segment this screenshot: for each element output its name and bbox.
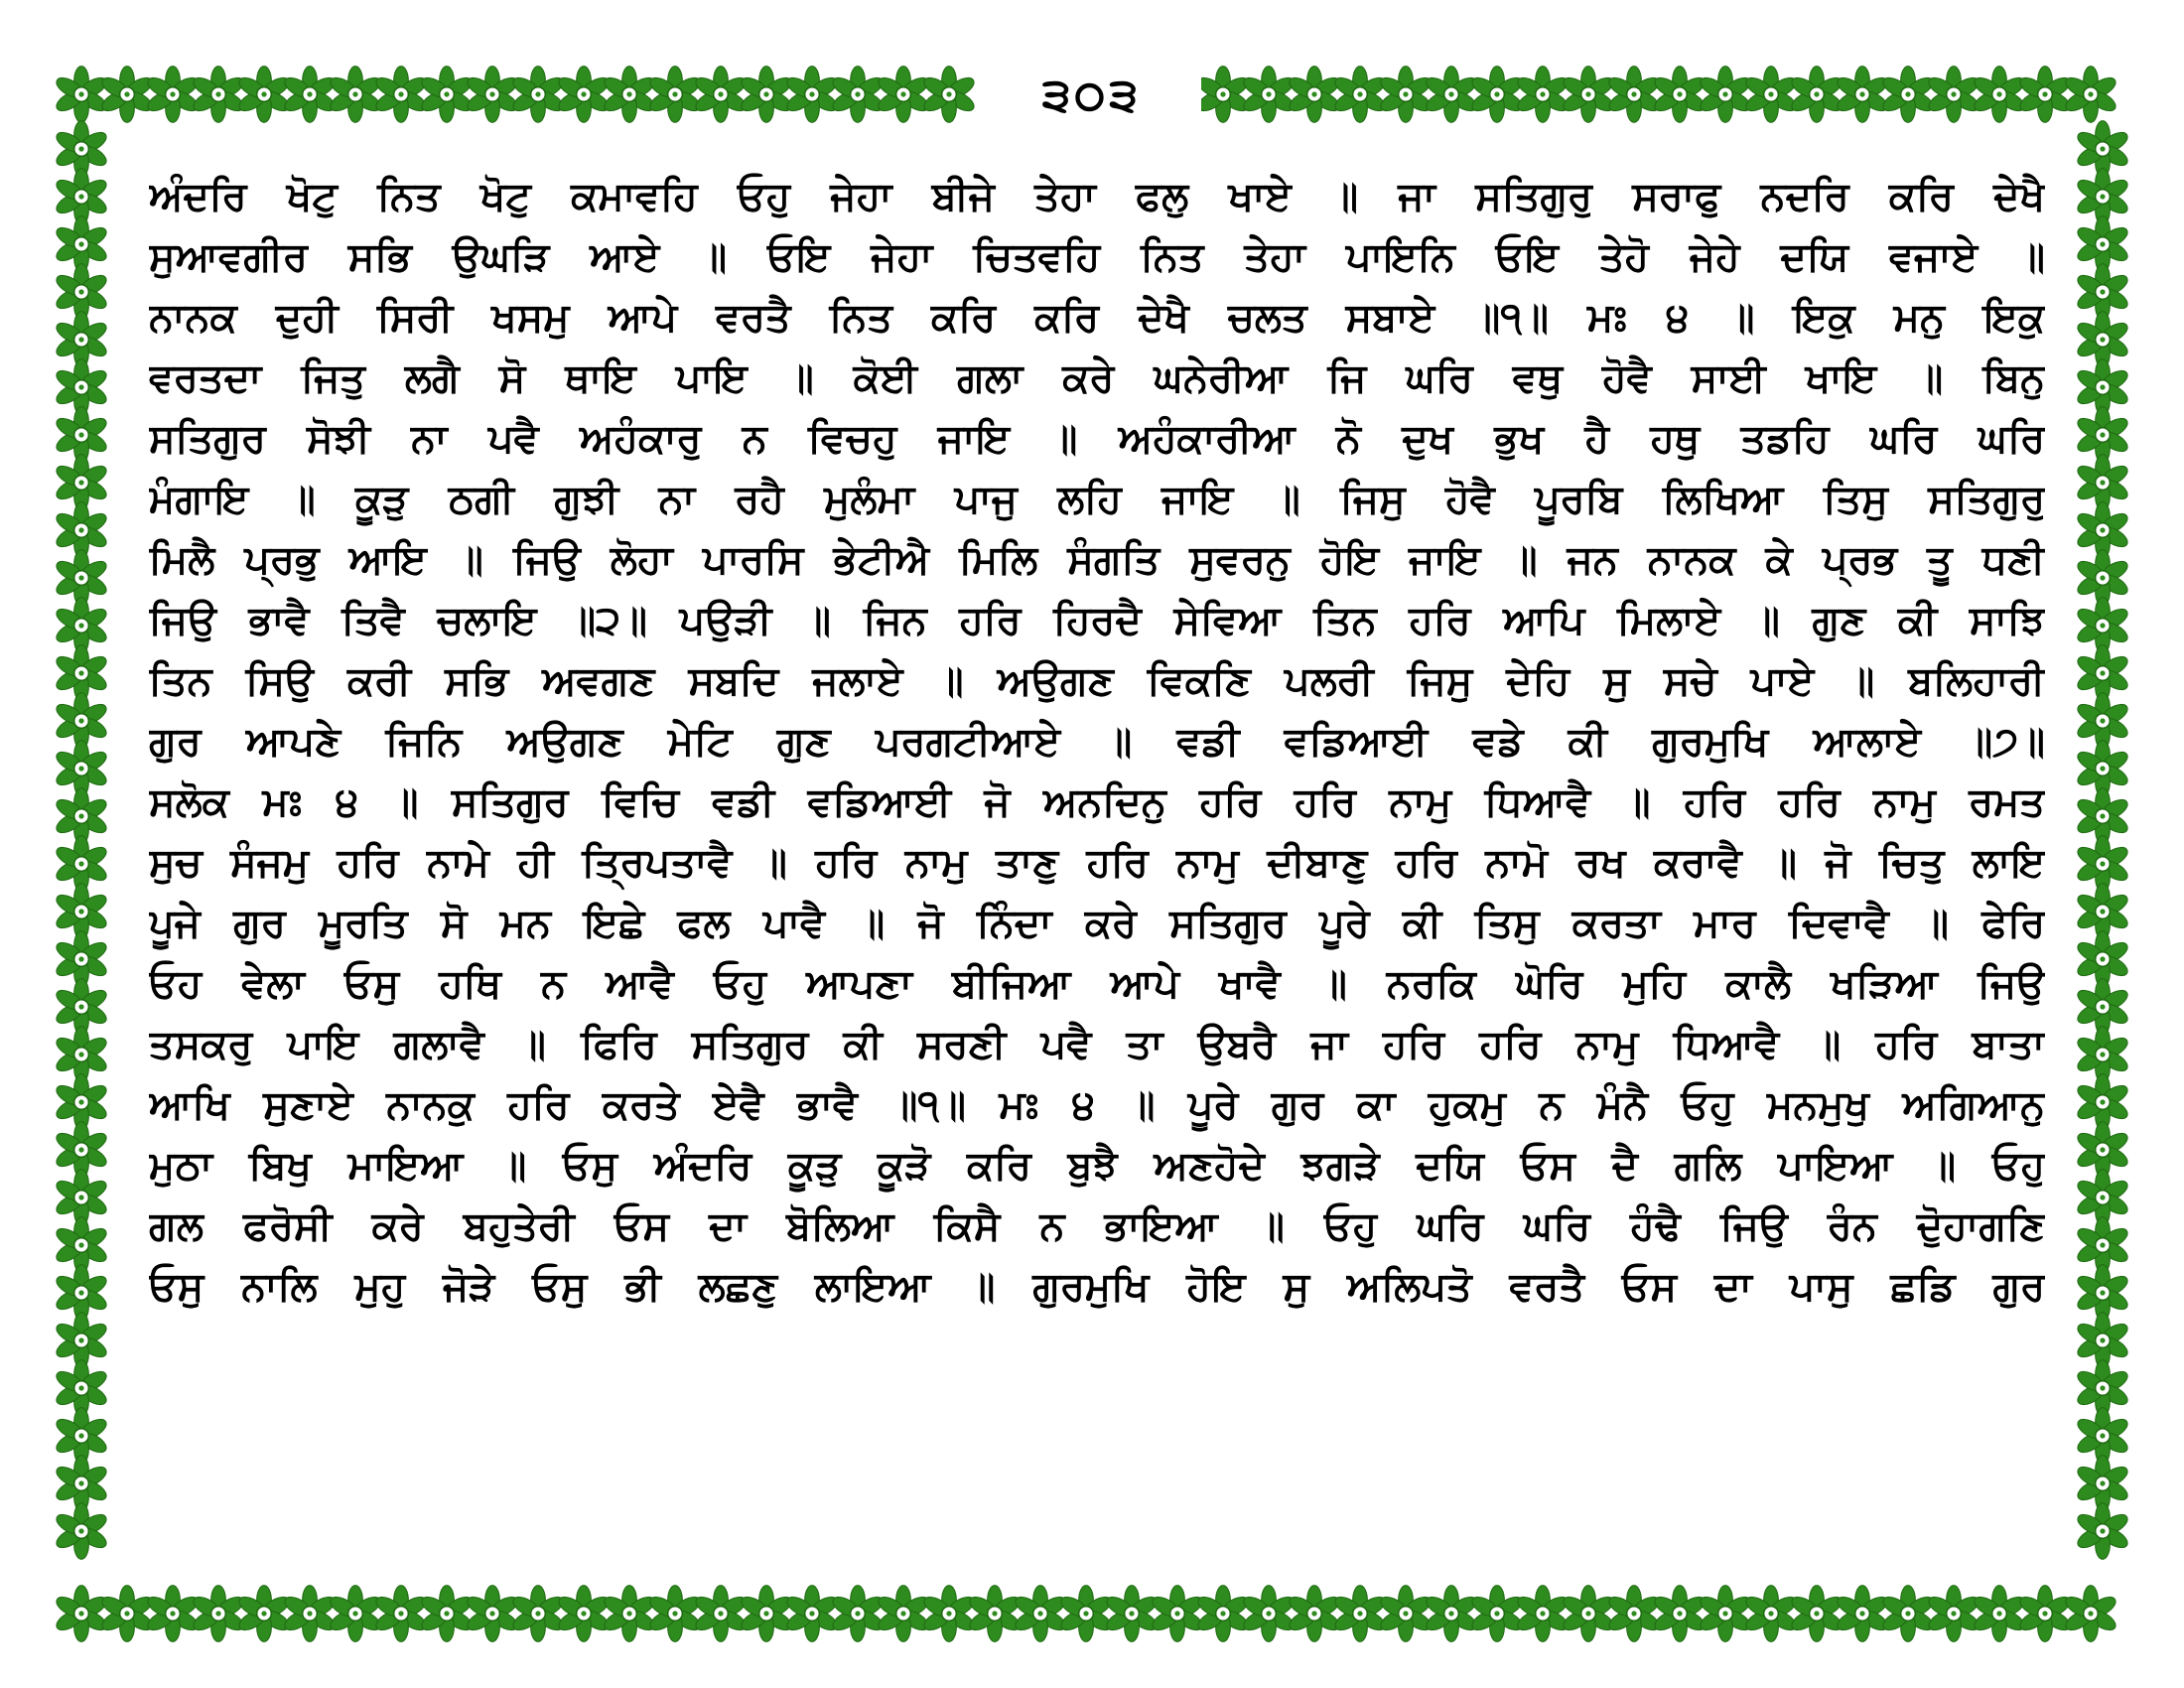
green-flower-icon xyxy=(647,67,703,123)
scripture-text xyxy=(149,167,2045,1318)
green-flower-icon xyxy=(328,67,383,123)
green-flower-icon xyxy=(1195,1586,1251,1642)
green-flower-icon xyxy=(1880,1586,1936,1642)
text-line: ਮੁਠਾ ਬਿਖੁ ਮਾਇਆ ॥ ਓਸੁ ਅੰਦਰਿ ਕੂੜੁ ਕੂੜੋ ਕਰਿ ਬੁਝੈ ਅਣਹੋਦੇ ਝਗੜੇ ਦਯਿ ਓਸ ਦੈ ਗਲਿ ਪਾਇਆ ॥ ਓਹੁ xyxy=(149,1143,2045,1189)
green-flower-icon xyxy=(556,67,612,123)
green-flower-icon xyxy=(1150,1586,1205,1642)
green-flower-icon xyxy=(1835,1586,1890,1642)
green-flower-icon xyxy=(1424,67,1479,123)
page-number: ੩੦੩ xyxy=(983,50,1201,139)
green-flower-icon xyxy=(784,67,840,123)
green-flower-icon xyxy=(1561,67,1616,123)
green-flower-icon xyxy=(1058,1586,1114,1642)
green-flower-icon xyxy=(602,67,657,123)
text-line: ਸਤਿਗੁਰ ਸੋਝੀ ਨਾ ਪਵੈ ਅਹੰਕਾਰੁ ਨ ਵਿਚਹੁ ਜਾਇ ॥ ਅਹੰਕਾਰੀਆ ਨੋ ਦੁਖ ਭੁਖ ਹੈ ਹਥੁ ਤਡਹਿ ਘਰਿ ਘਰਿ xyxy=(149,416,2045,462)
green-flower-icon xyxy=(1195,67,1251,123)
green-flower-icon xyxy=(1606,67,1662,123)
green-flower-icon xyxy=(1332,67,1388,123)
text-line: ਨਾਨਕ ਦੁਹੀ ਸਿਰੀ ਖਸਮੁ ਆਪੇ ਵਰਤੈ ਨਿਤ ਕਰਿ ਕਰਿ ਦੇਖੈ ਚਲਤ ਸਬਾਏ ॥੧॥ ਮਃ ੪ ॥ ਇਕੁ ਮਨੁ ਇਕੁ xyxy=(149,295,2045,341)
green-flower-icon xyxy=(1332,1586,1388,1642)
green-flower-icon xyxy=(510,1586,566,1642)
green-flower-icon xyxy=(2063,67,2118,123)
green-flower-icon xyxy=(784,1586,840,1642)
green-flower-icon xyxy=(693,67,749,123)
green-flower-icon xyxy=(921,1586,977,1642)
green-flower-icon xyxy=(236,1586,292,1642)
green-flower-icon xyxy=(1515,1586,1570,1642)
green-flower-icon xyxy=(191,1586,246,1642)
text-line: ਵਰਤਦਾ ਜਿਤੁ ਲਗੈ ਸੋ ਥਾਇ ਪਾਇ ॥ ਕੋਈ ਗਲਾ ਕਰੇ ਘਨੇਰੀਆ ਜਿ ਘਰਿ ਵਥੁ ਹੋਵੈ ਸਾਈ ਖਾਇ ॥ ਬਿਨੁ xyxy=(149,355,2045,401)
green-flower-icon xyxy=(1378,1586,1433,1642)
green-flower-icon xyxy=(510,67,566,123)
green-flower-icon xyxy=(1469,67,1525,123)
green-flower-icon xyxy=(236,67,292,123)
green-flower-icon xyxy=(145,67,201,123)
text-line: ਓਸੁ ਨਾਲਿ ਮੁਹੁ ਜੋੜੇ ਓਸੁ ਭੀ ਲਛਣੁ ਲਾਇਆ ॥ ਗੁਰਮੁਖਿ ਹੋਇ ਸੁ ਅਲਿਪਤੋ ਵਰਤੈ ਓਸ ਦਾ ਪਾਸੁ ਛਡਿ ਗੁਰ xyxy=(149,1264,2045,1310)
green-flower-icon xyxy=(602,1586,657,1642)
green-flower-icon xyxy=(1972,67,2027,123)
green-flower-icon xyxy=(465,1586,520,1642)
green-flower-icon xyxy=(1789,1586,1844,1642)
text-line: ਸੁਆਵਗੀਰ ਸਭਿ ਉਘੜਿ ਆਏ ॥ ਓਇ ਜੇਹਾ ਚਿਤਵਹਿ ਨਿਤ ਤੇਹਾ ਪਾਇਨਿ ਓਇ ਤੇਹੋ ਜੇਹੇ ਦਯਿ ਵਜਾਏ ॥ xyxy=(149,234,2045,280)
text-line: ਮਿਲੈ ਪ੍ਰਭੁ ਆਇ ॥ ਜਿਉ ਲੋਹਾ ਪਾਰਸਿ ਭੇਟੀਐ ਮਿਲਿ ਸੰਗਤਿ ਸੁਵਰਨੁ ਹੋਇ ਜਾਇ ॥ ਜਨ ਨਾਨਕ ਕੇ ਪ੍ਰਭ ਤੂ ਧਣੀ xyxy=(149,537,2045,583)
green-flower-icon xyxy=(419,1586,475,1642)
green-flower-icon xyxy=(145,1586,201,1642)
green-flower-icon xyxy=(282,1586,338,1642)
green-flower-icon xyxy=(1515,67,1570,123)
green-flower-icon xyxy=(99,1586,155,1642)
text-line: ਸੁਚ ਸੰਜਮੁ ਹਰਿ ਨਾਮੇ ਹੀ ਤ੍ਰਿਪਤਾਵੈ ॥ ਹਰਿ ਨਾਮੁ ਤਾਣੁ ਹਰਿ ਨਾਮੁ ਦੀਬਾਣੁ ਹਰਿ ਨਾਮੋ ਰਖ ਕਰਾਵੈ ॥ ਜੋ ਚਿਤੁ ਲਾਇ xyxy=(149,840,2045,886)
green-flower-icon xyxy=(1241,67,1297,123)
green-flower-icon xyxy=(876,1586,931,1642)
green-flower-icon xyxy=(1424,1586,1479,1642)
green-flower-icon xyxy=(876,67,931,123)
green-flower-icon xyxy=(1104,1586,1160,1642)
text-line: ਗਲ ਫਰੋਸੀ ਕਰੇ ਬਹੁਤੇਰੀ ਓਸ ਦਾ ਬੋਲਿਆ ਕਿਸੈ ਨ ਭਾਇਆ ॥ ਓਹੁ ਘਰਿ ਘਰਿ ਹੰਢੈ ਜਿਉ ਰੰਨ ਦੋੁਹਾਗਣਿ xyxy=(149,1203,2045,1249)
green-flower-icon xyxy=(1561,1586,1616,1642)
green-flower-icon xyxy=(54,1503,109,1560)
green-flower-icon xyxy=(282,67,338,123)
green-flower-icon xyxy=(1880,67,1936,123)
green-flower-icon xyxy=(1972,1586,2027,1642)
green-flower-icon xyxy=(967,1586,1023,1642)
green-flower-icon xyxy=(465,67,520,123)
green-flower-icon xyxy=(1652,67,1707,123)
green-flower-icon xyxy=(373,67,429,123)
green-flower-icon xyxy=(921,67,977,123)
green-flower-icon xyxy=(1926,67,1981,123)
green-flower-icon xyxy=(1287,1586,1342,1642)
green-flower-icon xyxy=(99,67,155,123)
green-flower-icon xyxy=(2063,1586,2118,1642)
green-flower-icon xyxy=(54,1586,109,1642)
green-flower-icon xyxy=(1743,1586,1799,1642)
green-flower-icon xyxy=(739,67,794,123)
green-flower-icon xyxy=(419,67,475,123)
green-flower-icon xyxy=(2017,1586,2073,1642)
green-flower-icon xyxy=(2017,67,2073,123)
green-flower-icon xyxy=(191,67,246,123)
green-flower-icon xyxy=(739,1586,794,1642)
green-flower-icon xyxy=(1698,67,1753,123)
green-flower-icon xyxy=(1835,67,1890,123)
green-flower-icon xyxy=(647,1586,703,1642)
green-flower-icon xyxy=(830,1586,886,1642)
green-flower-icon xyxy=(1241,1586,1297,1642)
text-line: ਸਲੋਕ ਮਃ ੪ ॥ ਸਤਿਗੁਰ ਵਿਚਿ ਵਡੀ ਵਡਿਆਈ ਜੋ ਅਨਦਿਨੁ ਹਰਿ ਹਰਿ ਨਾਮੁ ਧਿਆਵੈ ॥ ਹਰਿ ਹਰਿ ਨਾਮੁ ਰਮਤ xyxy=(149,779,2045,825)
green-flower-icon xyxy=(1469,1586,1525,1642)
green-flower-icon xyxy=(1698,1586,1753,1642)
text-line: ਜਿਉ ਭਾਵੈ ਤਿਵੈ ਚਲਾਇ ॥੨॥ ਪਉੜੀ ॥ ਜਿਨ ਹਰਿ ਹਿਰਦੈ ਸੇਵਿਆ ਤਿਨ ਹਰਿ ਆਪਿ ਮਿਲਾਏ ॥ ਗੁਣ ਕੀ ਸਾਝਿ xyxy=(149,598,2045,643)
text-line: ਪੂਜੇ ਗੁਰ ਮੂਰਤਿ ਸੋ ਮਨ ਇਛੇ ਫਲ ਪਾਵੈ ॥ ਜੋ ਨਿੰਦਾ ਕਰੇ ਸਤਿਗੁਰ ਪੂਰੇ ਕੀ ਤਿਸੁ ਕਰਤਾ ਮਾਰ ਦਿਵਾਵੈ ॥ ਫੇਰਿ xyxy=(149,901,2045,946)
text-line: ਗੁਰ ਆਪਣੇ ਜਿਨਿ ਅਉਗਣ ਮੇਟਿ ਗੁਣ ਪਰਗਟੀਆਏ ॥ ਵਡੀ ਵਡਿਆਈ ਵਡੇ ਕੀ ਗੁਰਮੁਖਿ ਆਲਾਏ ॥੭॥ xyxy=(149,719,2045,765)
text-line: ਓਹ ਵੇਲਾ ਓਸੁ ਹਥਿ ਨ ਆਵੈ ਓਹੁ ਆਪਣਾ ਬੀਜਿਆ ਆਪੇ ਖਾਵੈ ॥ ਨਰਕਿ ਘੋਰਿ ਮੁਹਿ ਕਾਲੈ ਖੜਿਆ ਜਿਉ xyxy=(149,961,2045,1007)
green-flower-icon xyxy=(1013,1586,1068,1642)
green-flower-icon xyxy=(2075,1503,2130,1560)
text-line: ਆਖਿ ਸੁਣਾਏ ਨਾਨਕੁ ਹਰਿ ਕਰਤੇ ਏਵੈ ਭਾਵੈ ॥੧॥ ਮਃ ੪ ॥ ਪੂਰੇ ਗੁਰ ਕਾ ਹੁਕਮੁ ਨ ਮੰਨੈ ਓਹੁ ਮਨਮੁਖੁ ਅਗਿਆਨੁ xyxy=(149,1082,2045,1128)
text-line: ਤਸਕਰੁ ਪਾਇ ਗਲਾਵੈ ॥ ਫਿਰਿ ਸਤਿਗੁਰ ਕੀ ਸਰਣੀ ਪਵੈ ਤਾ ਉਬਰੈ ਜਾ ਹਰਿ ਹਰਿ ਨਾਮੁ ਧਿਆਵੈ ॥ ਹਰਿ ਬਾਤਾ xyxy=(149,1022,2045,1067)
green-flower-icon xyxy=(556,1586,612,1642)
text-line: ਅੰਦਰਿ ਖੋਟੁ ਨਿਤ ਖੋਟੁ ਕਮਾਵਹਿ ਓਹੁ ਜੇਹਾ ਬੀਜੇ ਤੇਹਾ ਫਲੁ ਖਾਏ ॥ ਜਾ ਸਤਿਗੁਰੁ ਸਰਾਫੁ ਨਦਰਿ ਕਰਿ ਦੇਖੈ xyxy=(149,174,2045,219)
green-flower-icon xyxy=(1287,67,1342,123)
text-line: ਮੰਗਾਇ ॥ ਕੂੜੁ ਠਗੀ ਗੁਝੀ ਨਾ ਰਹੈ ਮੁਲੰਮਾ ਪਾਜੁ ਲਹਿ ਜਾਇ ॥ ਜਿਸੁ ਹੋਵੈ ਪੂਰਬਿ ਲਿਖਿਆ ਤਿਸੁ ਸਤਿਗੁਰੁ xyxy=(149,477,2045,522)
green-flower-icon xyxy=(1606,1586,1662,1642)
green-flower-icon xyxy=(328,1586,383,1642)
green-flower-icon xyxy=(1743,67,1799,123)
green-flower-icon xyxy=(1926,1586,1981,1642)
text-line: ਤਿਨ ਸਿਉ ਕਰੀ ਸਭਿ ਅਵਗਣ ਸਬਦਿ ਜਲਾਏ ॥ ਅਉਗਣ ਵਿਕਣਿ ਪਲਰੀ ਜਿਸੁ ਦੇਹਿ ਸੁ ਸਚੇ ਪਾਏ ॥ ਬਲਿਹਾਰੀ xyxy=(149,658,2045,704)
green-flower-icon xyxy=(1378,67,1433,123)
green-flower-icon xyxy=(830,67,886,123)
green-flower-icon xyxy=(693,1586,749,1642)
green-flower-icon xyxy=(373,1586,429,1642)
green-flower-icon xyxy=(54,67,109,123)
green-flower-icon xyxy=(1652,1586,1707,1642)
green-flower-icon xyxy=(1789,67,1844,123)
